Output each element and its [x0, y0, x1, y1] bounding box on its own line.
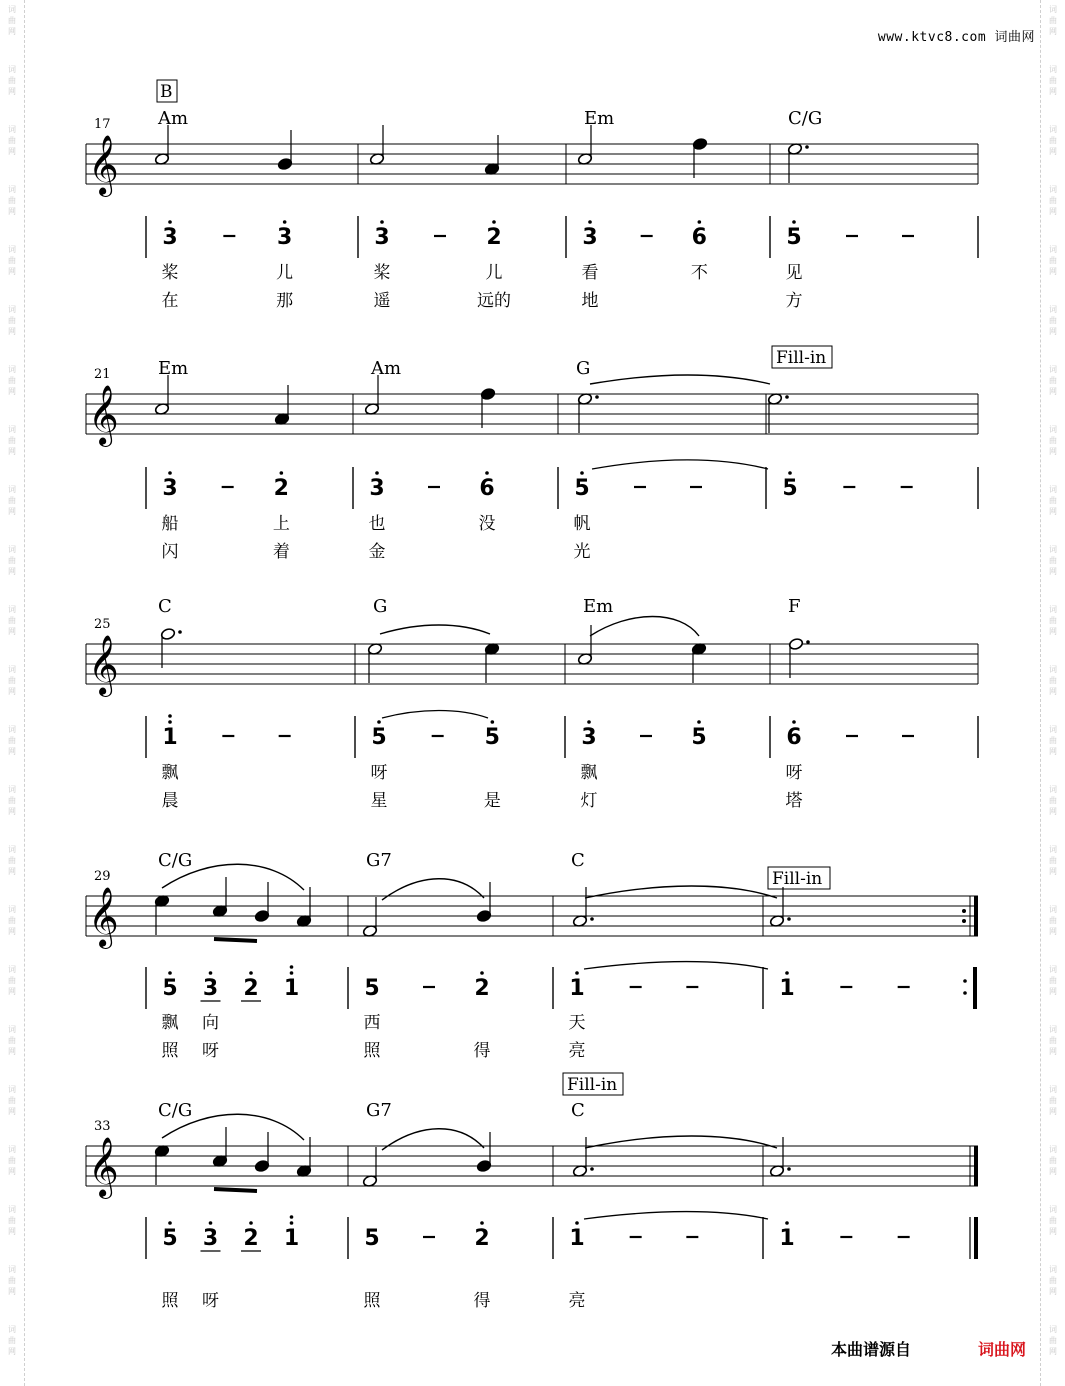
jianpu-note: 5 — [786, 225, 802, 250]
notehead — [277, 157, 292, 170]
lyric-line2: 照 — [161, 1041, 179, 1061]
watermark-glyph: 词 曲 网 — [1049, 785, 1057, 816]
octave-dot — [788, 471, 792, 475]
watermark-glyph: 词 曲 网 — [8, 365, 16, 396]
watermark-glyph: 词 曲 网 — [8, 1025, 16, 1056]
jianpu-tie — [592, 460, 768, 469]
notehead — [160, 627, 175, 640]
watermark-glyph: 词 曲 网 — [1049, 1325, 1057, 1356]
watermark-glyph: 词 曲 网 — [1049, 1085, 1057, 1116]
lyric-line2: 晨 — [161, 791, 179, 811]
jianpu-note: 5 — [371, 725, 387, 750]
dot — [590, 1167, 594, 1171]
watermark-glyph: 词 曲 网 — [1049, 605, 1057, 636]
jianpu-note: 1 — [162, 725, 178, 750]
lyric-line1: 飘 — [161, 763, 179, 783]
site-url[interactable]: www.ktvc8.com — [877, 30, 987, 45]
jianpu-note: 5 — [484, 725, 500, 750]
dot — [805, 145, 809, 149]
octave-dot — [290, 971, 294, 975]
notehead — [692, 137, 707, 150]
jianpu-note: 1 — [779, 1226, 795, 1251]
lyric-line1: 得 — [473, 1291, 491, 1311]
lyric-line2: 在 — [161, 291, 179, 311]
beam — [214, 939, 257, 941]
octave-dot — [375, 471, 379, 475]
octave-dot — [290, 965, 294, 969]
footer-logo[interactable]: 词曲网 — [978, 1340, 1027, 1359]
jianpu-tie — [584, 962, 768, 970]
repeat-dot — [962, 919, 966, 923]
watermark-glyph: 词 曲 网 — [8, 1325, 16, 1356]
lyric-line1: 呀 — [370, 763, 388, 783]
beam — [214, 1189, 257, 1191]
watermark-glyph: 词 曲 网 — [1049, 965, 1057, 996]
watermark-glyph: 词 曲 网 — [8, 185, 16, 216]
watermark-glyph: 词 曲 网 — [8, 1085, 16, 1116]
dot — [178, 630, 182, 634]
measure-number: 33 — [94, 1119, 111, 1134]
fill-in-label: Fill-in — [567, 1075, 618, 1095]
lyric-line1: 桨 — [161, 263, 179, 283]
watermark-glyph: 词 曲 网 — [8, 545, 16, 576]
lyric-line2: 亮 — [568, 1041, 586, 1061]
lyric-line1: 照 — [161, 1291, 179, 1311]
octave-dot — [209, 971, 213, 975]
jianpu-note: 5 — [782, 476, 798, 501]
jianpu-note: 3 — [162, 225, 178, 250]
dot — [595, 395, 599, 399]
watermark-glyph: 词 曲 网 — [8, 605, 16, 636]
lyric-line1: 桨 — [373, 263, 391, 283]
chord-symbol: C — [571, 850, 585, 871]
jianpu-note: 1 — [569, 976, 585, 1001]
watermark-glyph: 词 曲 网 — [1049, 485, 1057, 516]
treble-clef: 𝄞 — [88, 887, 119, 947]
jianpu-note: 2 — [486, 225, 502, 250]
lyric-line2: 星 — [370, 791, 388, 811]
octave-dot — [168, 971, 172, 975]
watermark-glyph: 词 曲 网 — [1049, 65, 1057, 96]
lyric-line1: 看 — [581, 263, 599, 283]
chord-symbol: Em — [583, 596, 614, 617]
chord-symbol: G7 — [366, 1100, 392, 1121]
fill-in-label: Fill-in — [772, 869, 823, 889]
chord-symbol: C/G — [158, 1100, 193, 1121]
treble-clef: 𝄞 — [88, 135, 119, 195]
lyric-line1: 也 — [368, 514, 386, 534]
jianpu-tie — [584, 1212, 768, 1220]
lyric-line1: 帆 — [573, 514, 591, 534]
dot — [785, 395, 789, 399]
jianpu-note: 5 — [364, 976, 380, 1001]
notehead — [476, 909, 491, 922]
watermark-glyph: 词 曲 网 — [1049, 905, 1057, 936]
octave-dot — [168, 471, 172, 475]
jianpu-note: 6 — [479, 476, 495, 501]
octave-dot — [587, 720, 591, 724]
watermark-glyph: 词 曲 网 — [8, 725, 16, 756]
measure-number: 21 — [94, 367, 111, 382]
chord-symbol: Am — [371, 358, 402, 379]
treble-clef: 𝄞 — [88, 385, 119, 445]
notehead — [254, 909, 269, 922]
jianpu-note: 1 — [779, 976, 795, 1001]
watermark-glyph: 词 曲 网 — [8, 305, 16, 336]
watermark-glyph: 词 曲 网 — [8, 1145, 16, 1176]
octave-dot — [785, 1221, 789, 1225]
jianpu-note: 2 — [243, 976, 259, 1001]
lyric-line2: 是 — [483, 791, 501, 811]
jianpu-note: 3 — [202, 1226, 219, 1251]
octave-dot — [168, 220, 172, 224]
lyric-line1: 西 — [363, 1013, 381, 1033]
lyric-line1: 向 — [202, 1013, 219, 1033]
slur — [590, 617, 699, 637]
octave-dot — [168, 714, 172, 718]
watermark-glyph: 词 曲 网 — [8, 845, 16, 876]
lyric-line2: 照 — [363, 1041, 381, 1061]
watermark-glyph: 词 曲 网 — [8, 665, 16, 696]
chord-symbol: Am — [158, 108, 189, 129]
chord-symbol: G — [576, 358, 591, 379]
octave-dot — [575, 971, 579, 975]
watermark-glyph: 词 曲 网 — [1049, 185, 1057, 216]
octave-dot — [792, 220, 796, 224]
watermark-glyph: 词 曲 网 — [8, 1265, 16, 1296]
watermark-glyph: 词 曲 网 — [1049, 245, 1057, 276]
jianpu-note: 2 — [273, 476, 289, 501]
jianpu-note: 6 — [786, 725, 802, 750]
notehead — [254, 1159, 269, 1172]
lyric-line1: 不 — [690, 263, 708, 283]
lyric-line1: 没 — [478, 514, 496, 534]
lyric-line2: 着 — [272, 542, 290, 562]
octave-dot — [209, 1221, 213, 1225]
chord-symbol: Em — [584, 108, 615, 129]
watermark-glyph: 词 曲 网 — [1049, 5, 1057, 36]
fill-in-label: Fill-in — [776, 348, 827, 368]
lyric-line2: 那 — [276, 291, 294, 311]
lyric-line1: 儿 — [485, 263, 503, 283]
treble-clef: 𝄞 — [88, 635, 119, 695]
dot — [806, 640, 810, 644]
watermark-glyph: 词 曲 网 — [8, 245, 16, 276]
dot — [787, 1167, 791, 1171]
lyric-line2: 灯 — [580, 791, 598, 811]
octave-dot — [697, 720, 701, 724]
octave-dot — [491, 720, 495, 724]
octave-dot — [377, 720, 381, 724]
jianpu-note: 2 — [243, 1226, 259, 1251]
watermark-glyph: 词 曲 网 — [1049, 1205, 1057, 1236]
jianpu-note: 3 — [202, 976, 219, 1001]
lyric-line1: 儿 — [276, 263, 294, 283]
octave-dot — [588, 220, 592, 224]
jianpu-note: 3 — [581, 725, 597, 750]
lyric-line1: 上 — [272, 514, 290, 534]
chord-symbol: F — [788, 596, 801, 617]
notehead — [476, 1159, 491, 1172]
octave-dot — [480, 1221, 484, 1225]
chord-symbol: C — [571, 1100, 585, 1121]
octave-dot — [580, 471, 584, 475]
notehead — [480, 387, 495, 400]
watermark-glyph: 词 曲 网 — [8, 1205, 16, 1236]
chord-symbol: Em — [158, 358, 189, 379]
watermark-glyph: 词 曲 网 — [1049, 545, 1057, 576]
chord-symbol: C/G — [158, 850, 193, 871]
lyric-line2: 遥 — [373, 291, 391, 311]
jianpu-note: 5 — [162, 976, 178, 1001]
jianpu-note: 3 — [369, 476, 385, 501]
lyric-line1: 亮 — [568, 1291, 586, 1311]
dot — [590, 917, 594, 921]
octave-dot — [380, 220, 384, 224]
lyric-line2: 地 — [581, 291, 599, 311]
octave-dot — [290, 1215, 294, 1219]
lyric-line2: 方 — [785, 291, 803, 311]
octave-dot — [485, 471, 489, 475]
measure-number: 25 — [94, 617, 111, 632]
watermark-glyph: 词 曲 网 — [8, 425, 16, 456]
notehead — [788, 637, 803, 650]
lyric-line2: 金 — [368, 542, 386, 562]
lyric-line1: 飘 — [580, 763, 598, 783]
treble-clef: 𝄞 — [88, 1137, 119, 1197]
watermark-glyph: 词 曲 网 — [1049, 305, 1057, 336]
jianpu-note: 5 — [574, 476, 590, 501]
chord-symbol: G — [373, 596, 388, 617]
octave-dot — [280, 471, 284, 475]
jianpu-note: 2 — [474, 1226, 490, 1251]
slur — [382, 1129, 484, 1150]
dot — [787, 917, 791, 921]
repeat-dot — [962, 909, 966, 913]
octave-dot — [792, 720, 796, 724]
jianpu-tie — [382, 711, 488, 719]
octave-dot — [168, 1221, 172, 1225]
jianpu-note: 1 — [283, 976, 300, 1001]
octave-dot — [290, 1221, 294, 1225]
watermark-glyph: 词 曲 网 — [8, 905, 16, 936]
repeat-dot — [963, 979, 967, 983]
lyric-line1: 见 — [785, 263, 803, 283]
chord-symbol: C — [158, 596, 172, 617]
octave-dot — [480, 971, 484, 975]
jianpu-note: 2 — [474, 976, 490, 1001]
lyric-line2: 得 — [473, 1041, 491, 1061]
jianpu-note: 3 — [374, 225, 390, 250]
lyric-line1: 飘 — [161, 1013, 179, 1033]
lyric-line2: 远的 — [477, 291, 511, 311]
rehearsal-mark: B — [160, 82, 173, 102]
watermark-glyph: 词 曲 网 — [1049, 1025, 1057, 1056]
tie — [590, 375, 770, 384]
lyric-line2: 塔 — [785, 791, 803, 811]
watermark-glyph: 词 曲 网 — [1049, 125, 1057, 156]
watermark-glyph: 词 曲 网 — [1049, 725, 1057, 756]
octave-dot — [575, 1221, 579, 1225]
jianpu-note: 3 — [277, 225, 293, 250]
octave-dot — [168, 720, 172, 724]
watermark-glyph: 词 曲 网 — [1049, 665, 1057, 696]
lyric-line1: 船 — [161, 514, 179, 534]
octave-dot — [249, 1221, 253, 1225]
lyric-line1: 照 — [363, 1291, 381, 1311]
watermark-glyph: 词 曲 网 — [8, 65, 16, 96]
watermark-glyph: 词 曲 网 — [8, 125, 16, 156]
chord-symbol: G7 — [366, 850, 392, 871]
octave-dot — [492, 220, 496, 224]
octave-dot — [249, 971, 253, 975]
jianpu-note: 1 — [569, 1226, 585, 1251]
lyric-line2: 闪 — [161, 542, 179, 562]
lyric-line1: 呀 — [785, 763, 803, 783]
octave-dot — [785, 971, 789, 975]
site-name[interactable]: 词曲网 — [994, 30, 1035, 45]
lyric-line1: 天 — [568, 1013, 586, 1033]
lyric-line2: 光 — [573, 542, 591, 562]
jianpu-note: 5 — [162, 1226, 178, 1251]
measure-number: 29 — [94, 869, 111, 884]
watermark-glyph: 词 曲 网 — [1049, 365, 1057, 396]
watermark-glyph: 词 曲 网 — [8, 965, 16, 996]
jianpu-note: 3 — [162, 476, 178, 501]
watermark-glyph: 词 曲 网 — [8, 785, 16, 816]
tie — [380, 625, 490, 634]
jianpu-note: 5 — [364, 1226, 380, 1251]
jianpu-note: 1 — [283, 1226, 300, 1251]
watermark-glyph: 词 曲 网 — [1049, 1145, 1057, 1176]
watermark-glyph: 词 曲 网 — [8, 485, 16, 516]
footer-source-label: 本曲谱源自 — [831, 1340, 912, 1359]
jianpu-note: 5 — [691, 725, 707, 750]
lyric-line2: 呀 — [202, 1041, 219, 1061]
jianpu-note: 6 — [691, 225, 707, 250]
octave-dot — [283, 220, 287, 224]
slur — [382, 879, 484, 900]
measure-number: 17 — [94, 117, 111, 132]
watermark-glyph: 词 曲 网 — [1049, 845, 1057, 876]
lyric-line1: 呀 — [202, 1291, 219, 1311]
jianpu-note: 3 — [582, 225, 598, 250]
watermark-glyph: 词 曲 网 — [8, 5, 16, 36]
repeat-dot — [963, 991, 967, 995]
octave-dot — [698, 220, 702, 224]
watermark-glyph: 词 曲 网 — [1049, 1265, 1057, 1296]
chord-symbol: C/G — [788, 108, 823, 129]
watermark-glyph: 词 曲 网 — [1049, 425, 1057, 456]
